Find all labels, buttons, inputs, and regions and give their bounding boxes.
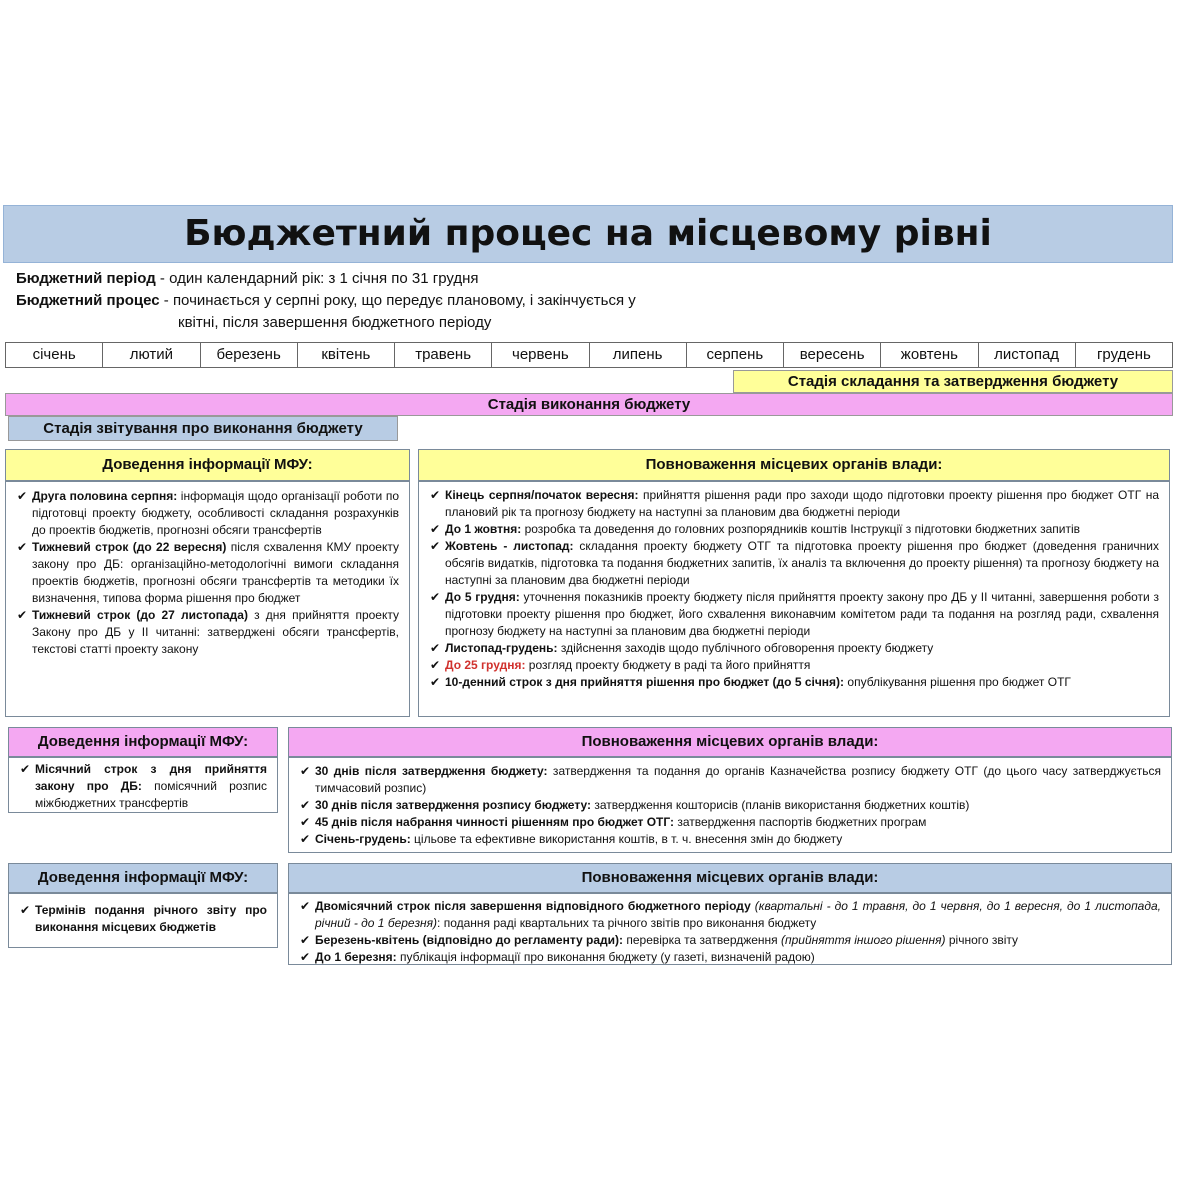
- row3-local-heading: Повноваження місцевих органів влади:: [288, 863, 1172, 893]
- month-cell: травень: [395, 343, 492, 367]
- list-item: ✔ До 1 березня: публікація інформації про виконання бюджету (у газеті, визначеній радою): [300, 950, 815, 964]
- month-cell: вересень: [784, 343, 881, 367]
- month-cell: лютий: [103, 343, 200, 367]
- month-cell: липень: [590, 343, 687, 367]
- checkmark-icon: ✔: [17, 540, 28, 554]
- list-item: ✔ Місячний строк з дня прийняття закону про ДБ: помісячний розпис міжбюджетних трансфертів: [20, 762, 267, 810]
- budget-process-line: [16, 290, 716, 312]
- budget-period-text: - один календарний рік: з 1 січня по 31 грудня: [155, 270, 479, 287]
- month-cell: грудень: [1096, 346, 1151, 363]
- checkmark-icon: ✔: [300, 815, 311, 829]
- month-cell: січень: [6, 343, 103, 367]
- row3-mfu-heading: Доведення інформації МФУ:: [8, 863, 278, 893]
- row2-local-box: [288, 757, 1172, 853]
- checkmark-icon: ✔: [20, 762, 31, 776]
- list-item: ✔ Двомісячний строк після завершення відповідного бюджетного періоду (квартальні - до 1 травня, до 1 червня, до 1 вересня, до 1 листопада, річний - до 1 березня): подання раді квартальних та річного звітів про виконання бюджету: [300, 899, 1161, 930]
- list-item: ✔ Жовтень - листопад: складання проекту бюджету ОТГ та підготовка проекту рішення про бюджет (доведення граничних обсягів видатків, підготовка та подання бюджетних запитів, їх аналіз та включення до проекту рішення) та прогнозу бюджету на наступні за плановим два бюджетні періоди: [430, 539, 1159, 587]
- list-item: ✔ До 5 грудня: уточнення показників проекту бюджету після прийняття проекту закону про ДБ у ІІ читанні, завершення роботи з підготовки проекту рішення про бюджет, його схвалення виконавчим комітетом ради та подання на розгляд ради, схвалення прогнозу бюджету на наступні за плановим два бюджетні періоди: [430, 590, 1159, 638]
- checkmark-icon: ✔: [430, 522, 441, 536]
- checkmark-icon: ✔: [17, 608, 28, 622]
- checkmark-icon: ✔: [430, 488, 441, 502]
- list-item: ✔ Листопад-грудень: здійснення заходів щодо публічного обговорення проекту бюджету: [430, 641, 934, 655]
- checkmark-icon: ✔: [20, 903, 31, 917]
- row1-mfu-heading: Доведення інформації МФУ:: [5, 449, 410, 481]
- checkmark-icon: ✔: [300, 798, 311, 812]
- list-item: ✔ До 25 грудня: розгляд проекту бюджету в раді та його прийняття: [430, 658, 811, 672]
- row3-mfu-box: [8, 893, 278, 948]
- month-cell: жовтень: [881, 343, 978, 367]
- month-cell: квітень: [298, 343, 395, 367]
- list-item: ✔ Тижневий строк (до 22 вересня) після схвалення КМУ проекту закону про ДБ: організаційно-методологічні вимоги складання проектів бюджетів, прогнозні обсяги трансфертів та методики їх визначення, типова форма рішення про бюджет: [17, 540, 399, 605]
- month-cell: серпень: [687, 343, 784, 367]
- months-timeline: [5, 342, 1173, 368]
- stage-planning-bar: Стадія складання та затвердження бюджету: [733, 370, 1173, 393]
- budget-process-text: - починається у серпні року, що передує плановому, і закінчується у: [159, 292, 636, 309]
- list-item: ✔ Березень-квітень (відповідно до регламенту ради): перевірка та затвердження (прийняття іншого рішення) річного звіту: [300, 933, 1019, 947]
- list-item: ✔ Тижневий строк (до 27 листопада) з дня прийняття проекту Закону про ДБ у ІІ читанні: затверджені обсяги трансфертів, текстові статті проекту закону: [17, 608, 399, 656]
- list-item: ✔ 10-денний строк з дня прийняття рішення про бюджет (до 5 січня): опублікування рішення про бюджет ОТГ: [430, 675, 1071, 689]
- checkmark-icon: ✔: [300, 764, 311, 778]
- row2-local-heading: Повноваження місцевих органів влади:: [288, 727, 1172, 757]
- stage-execution-bar: Стадія виконання бюджету: [5, 393, 1173, 416]
- row1-local-heading: Повноваження місцевих органів влади:: [418, 449, 1170, 481]
- list-item: ✔ 30 днів після затвердження бюджету: затвердження та подання до органів Казначейства розпису бюджету ОТГ (до цього часу затверджується тимчасовий розпис): [300, 764, 1161, 795]
- budget-period-label: Бюджетний період: [16, 270, 156, 287]
- month-cell: червень: [492, 343, 589, 367]
- checkmark-icon: ✔: [430, 641, 441, 655]
- list-item: ✔ Термінів подання річного звіту про виконання місцевих бюджетів: [20, 903, 267, 934]
- checkmark-icon: ✔: [430, 658, 441, 672]
- budget-process-line-continued: квітні, після завершення бюджетного періоду: [178, 314, 492, 331]
- checkmark-icon: ✔: [430, 590, 441, 604]
- checkmark-icon: ✔: [430, 539, 441, 553]
- budget-process-label: Бюджетний процес: [16, 292, 160, 309]
- row1-mfu-box: [5, 481, 410, 717]
- month-cell: листопад: [979, 343, 1076, 367]
- checkmark-icon: ✔: [300, 832, 311, 846]
- row2-mfu-heading: Доведення інформації МФУ:: [8, 727, 278, 757]
- list-item: ✔ Кінець серпня/початок вересня: прийняття рішення ради про заходи щодо підготовки проекту рішення про бюджет ОТГ на плановий рік та прогнозу бюджету на наступні за плановим два бюджетні періоди: [430, 488, 1159, 519]
- list-item: ✔ Друга половина серпня: інформація щодо організації роботи по підготовці проекту бюджету, особливості складання розрахунків до проектів бюджетів, прогнозні обсяги трансфертів: [17, 489, 400, 537]
- month-cell: березень: [201, 343, 298, 367]
- checkmark-icon: ✔: [300, 933, 311, 947]
- row1-local-box: [418, 481, 1170, 717]
- budget-process-sheet: [0, 205, 1179, 965]
- page-title: Бюджетний процес на місцевому рівні: [3, 205, 1173, 263]
- budget-period-line: [16, 268, 479, 290]
- list-item: ✔ До 1 жовтня: розробка та доведення до головних розпорядників коштів Інструкції з підготовки бюджетних запитів: [430, 522, 1080, 536]
- checkmark-icon: ✔: [430, 675, 441, 689]
- stage-reporting-bar: Стадія звітування про виконання бюджету: [8, 416, 398, 441]
- checkmark-icon: ✔: [300, 899, 311, 913]
- list-item: ✔ Січень-грудень: цільове та ефективне використання коштів, в т. ч. внесення змін до бюджету: [300, 832, 843, 846]
- list-item: ✔ 45 днів після набрання чинності рішенням про бюджет ОТГ: затвердження паспортів бюджетних програм: [300, 815, 927, 829]
- row2-mfu-box: [8, 757, 278, 813]
- row3-local-box: [288, 893, 1172, 965]
- checkmark-icon: ✔: [17, 489, 28, 503]
- checkmark-icon: ✔: [300, 950, 311, 964]
- list-item: ✔ 30 днів після затвердження розпису бюджету: затвердження кошторисів (планів використання бюджетних коштів): [300, 798, 970, 812]
